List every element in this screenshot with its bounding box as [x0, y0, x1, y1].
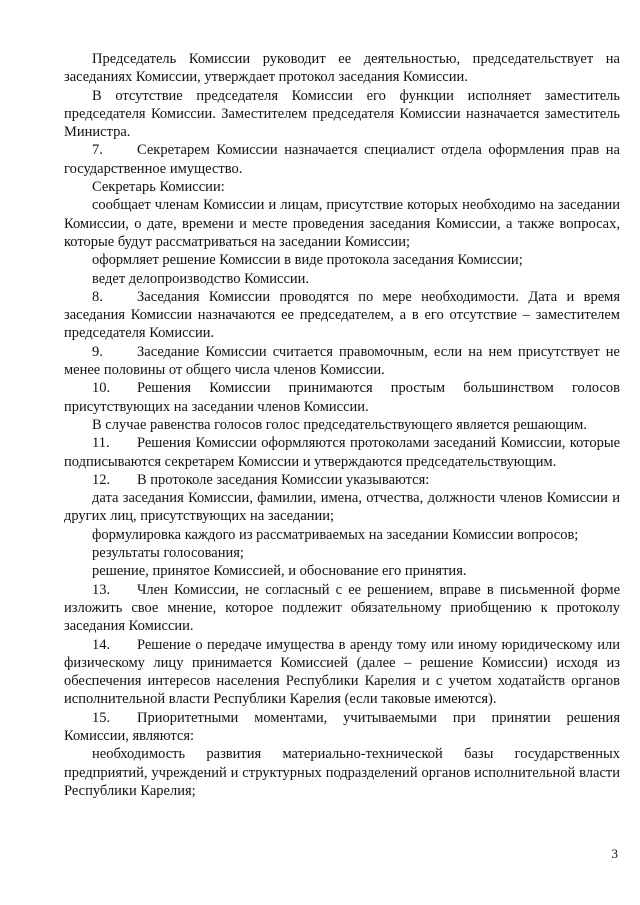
paragraph-9 — [64, 343, 620, 380]
paragraph — [64, 526, 620, 544]
paragraph-number: 12. — [92, 471, 111, 488]
paragraph — [64, 87, 620, 142]
paragraph — [64, 489, 620, 526]
paragraph-text: формулировка каждого из рассматриваемых на заседании Комиссии вопросов; — [92, 526, 579, 543]
paragraph-text: дата заседания Комиссии, фамилии, имена, отчества, должности членов Комиссии и других лиц, присутствующих на заседании; — [64, 490, 620, 525]
paragraph-text: сообщает членам Комиссии и лицам, присутствие которых необходимо на заседании Комиссии, о дате, времени и месте проведения заседания Комиссии, а также вопросах, которые будут рассматриваться на заседании Комиссии; — [64, 197, 620, 250]
paragraph — [64, 50, 620, 87]
paragraph-12 — [64, 471, 620, 489]
paragraph-text: Приоритетными моментами, учитываемыми при принятии решения Комиссии, являются: — [64, 709, 620, 744]
paragraph — [64, 251, 620, 269]
paragraph — [64, 745, 620, 800]
paragraph — [64, 562, 620, 580]
paragraph — [64, 196, 620, 251]
page-number: 3 — [611, 846, 618, 861]
paragraph-11 — [64, 434, 620, 471]
paragraph-number: 13. — [92, 581, 111, 598]
paragraph — [64, 416, 620, 434]
document-body — [64, 50, 620, 800]
paragraph-text: ведет делопроизводство Комиссии. — [92, 270, 310, 287]
paragraph-7 — [64, 141, 620, 178]
paragraph-number: 15. — [92, 709, 111, 726]
paragraph-text: Решение о передаче имущества в аренду тому или иному юридическому или физическому лицу принимается Комиссией (далее – решение Комиссии) исходя из обеспечения интересов населения Республики Карелия и с учетом ходатайств органов исполнительной власти Республики Карелия (если таковые имеются). — [64, 636, 620, 708]
paragraph — [64, 178, 620, 196]
paragraph-text: Председатель Комиссии руководит ее деятельностью, председательствует на заседаниях Комиссии, утверждает протокол заседания Комиссии. — [64, 51, 620, 86]
paragraph — [64, 270, 620, 288]
paragraph-number: 11. — [92, 435, 110, 452]
paragraph-14 — [64, 636, 620, 709]
paragraph-10 — [64, 379, 620, 416]
paragraph-text: Решения Комиссии принимаются простым большинством голосов присутствующих на заседании членов Комиссии. — [64, 380, 620, 415]
paragraph-number: 7. — [92, 142, 103, 159]
paragraph-number: 14. — [92, 636, 111, 653]
paragraph-text: Заседания Комиссии проводятся по мере необходимости. Дата и время заседания Комиссии назначаются ее председателем, а в его отсутствие – заместителем председателя Комиссии. — [64, 288, 620, 342]
paragraph-text: Член Комиссии, не согласный с ее решением, вправе в письменной форме изложить свое мнение, которое подлежит обязательному приобщению к протоколу заседания Комиссии. — [64, 581, 620, 635]
paragraph-text: необходимость развития материально-технической базы государственных предприятий, учреждений и структурных подразделений органов исполнительной власти Республики Карелия; — [64, 746, 620, 799]
paragraph-text: В случае равенства голосов голос председательствующего является решающим. — [92, 416, 587, 433]
paragraph-text: оформляет решение Комиссии в виде протокола заседания Комиссии; — [92, 252, 523, 269]
paragraph-8 — [64, 288, 620, 343]
paragraph-text: решение, принятое Комиссией, и обоснование его принятия. — [92, 563, 467, 580]
paragraph — [64, 544, 620, 562]
paragraph-text: Секретарем Комиссии назначается специалист отдела оформления прав на государственное имущество. — [64, 142, 620, 177]
paragraph-text: Секретарь Комиссии: — [92, 179, 225, 196]
paragraph-text: В отсутствие председателя Комиссии его функции исполняет заместитель председателя Комиссии. Заместителем председателя Комиссии назначается заместитель Министра. — [64, 87, 620, 141]
paragraph-number: 10. — [92, 380, 111, 397]
paragraph-number: 8. — [92, 288, 103, 305]
paragraph-13 — [64, 581, 620, 636]
paragraph-number: 9. — [92, 343, 103, 360]
paragraph-text: Заседание Комиссии считается правомочным, если на нем присутствует не менее половины от общего числа членов Комиссии. — [64, 343, 620, 379]
paragraph-text: результаты голосования; — [92, 545, 244, 562]
paragraph-15 — [64, 709, 620, 746]
paragraph-text: Решения Комиссии оформляются протоколами заседаний Комиссии, которые подписываются секретарем Комиссии и утверждаются председательствующим. — [64, 435, 620, 470]
paragraph-text: В протоколе заседания Комиссии указываются: — [137, 471, 430, 488]
